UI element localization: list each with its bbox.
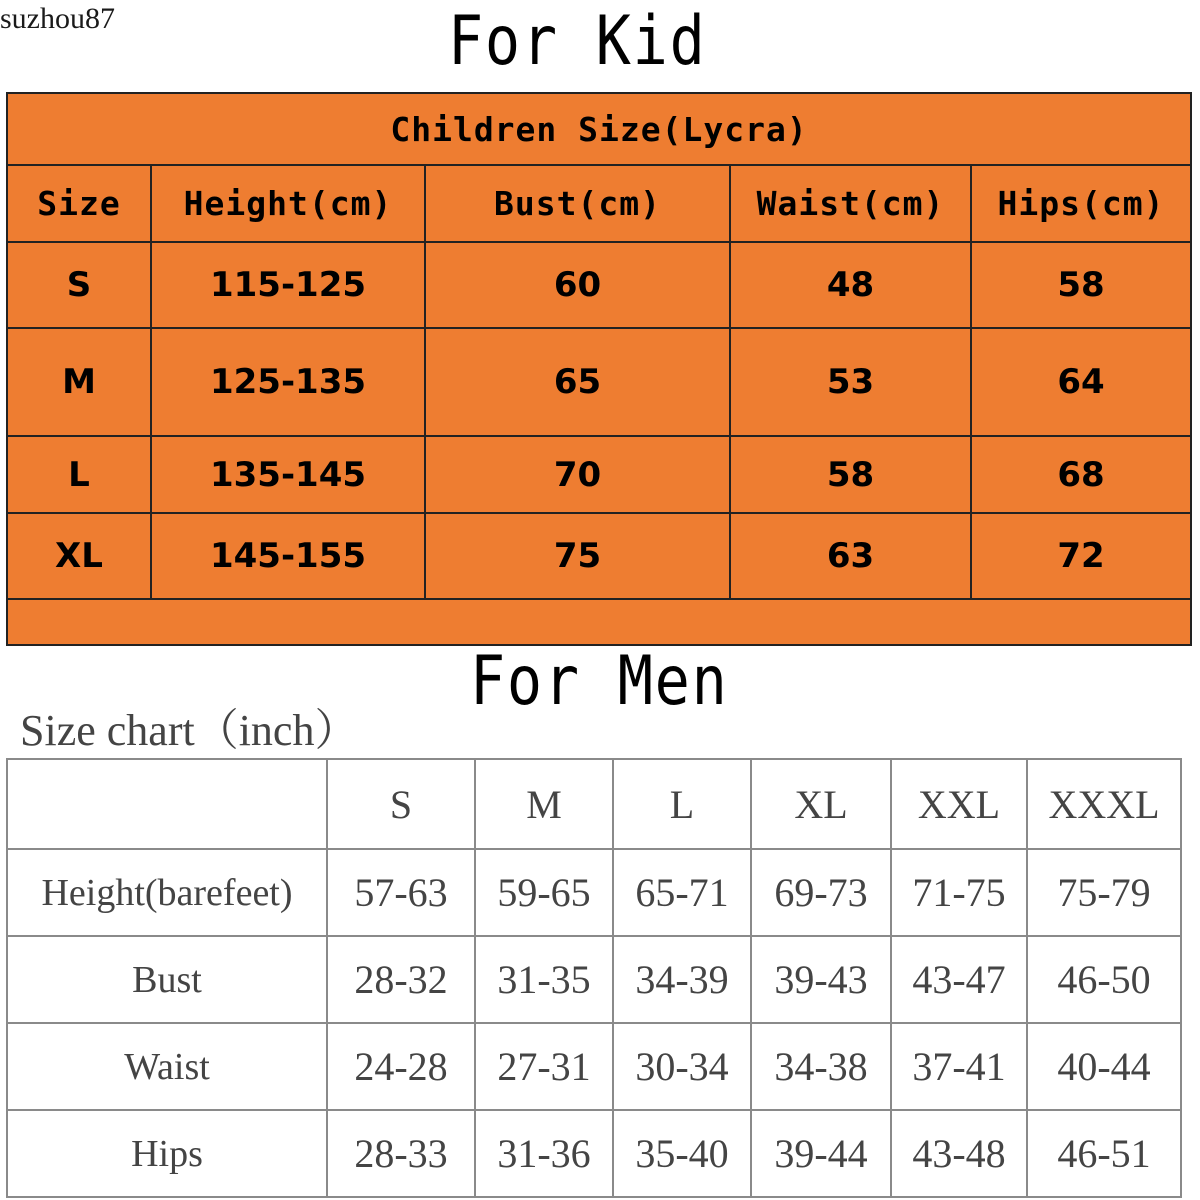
men-header-cell: XXL [891, 759, 1027, 849]
table-cell: 115-125 [151, 242, 425, 328]
table-cell: 46-50 [1027, 936, 1181, 1023]
table-cell: 65-71 [613, 849, 751, 936]
table-cell: 75 [425, 513, 730, 599]
table-cell: 39-44 [751, 1110, 891, 1197]
table-cell: 59-65 [475, 849, 613, 936]
table-cell: 64 [971, 328, 1191, 436]
table-cell: 65 [425, 328, 730, 436]
table-cell: 28-33 [327, 1110, 475, 1197]
men-header-cell: XXXL [1027, 759, 1181, 849]
table-row [7, 513, 1191, 599]
men-section-title: For Men [470, 642, 729, 721]
table-cell: 53 [730, 328, 971, 436]
table-cell: 31-35 [475, 936, 613, 1023]
table-cell: 69-73 [751, 849, 891, 936]
kid-header-cell: Bust(cm) [425, 165, 730, 242]
men-size-chart-caption: Size chart（inch） [20, 706, 359, 755]
table-cell: 135-145 [151, 436, 425, 513]
table-row [7, 1110, 1181, 1197]
table-cell: XL [7, 513, 151, 599]
kid-header-cell: Waist(cm) [730, 165, 971, 242]
kid-header-cell: Hips(cm) [971, 165, 1191, 242]
table-cell: 34-39 [613, 936, 751, 1023]
table-cell: 63 [730, 513, 971, 599]
table-cell: M [7, 328, 151, 436]
table-cell: 24-28 [327, 1023, 475, 1110]
table-cell: 43-48 [891, 1110, 1027, 1197]
kid-table-header-row [7, 165, 1191, 242]
row-label-cell: Height(barefeet) [7, 849, 327, 936]
watermark-text: suzhou87 [0, 2, 115, 35]
men-size-table [6, 758, 1182, 1198]
table-row [7, 1023, 1181, 1110]
kid-header-cell: Height(cm) [151, 165, 425, 242]
kid-table-caption: Children Size(Lycra) [7, 93, 1191, 165]
table-cell: 35-40 [613, 1110, 751, 1197]
kid-table-caption-row [7, 93, 1191, 165]
table-cell: 28-32 [327, 936, 475, 1023]
table-cell: 58 [730, 436, 971, 513]
table-row [7, 436, 1191, 513]
men-header-cell: M [475, 759, 613, 849]
table-cell: 72 [971, 513, 1191, 599]
table-cell: 27-31 [475, 1023, 613, 1110]
table-cell: 43-47 [891, 936, 1027, 1023]
table-cell: 60 [425, 242, 730, 328]
kid-section-title: For Kid [448, 2, 707, 81]
table-row [7, 242, 1191, 328]
table-cell: 39-43 [751, 936, 891, 1023]
table-cell: S [7, 242, 151, 328]
kid-table-empty-row [7, 599, 1191, 645]
table-cell: 70 [425, 436, 730, 513]
table-cell: 34-38 [751, 1023, 891, 1110]
table-cell: 30-34 [613, 1023, 751, 1110]
row-label-cell: Hips [7, 1110, 327, 1197]
table-cell: 125-135 [151, 328, 425, 436]
kid-header-cell: Size [7, 165, 151, 242]
table-row [7, 849, 1181, 936]
row-label-cell: Bust [7, 936, 327, 1023]
table-cell: 37-41 [891, 1023, 1027, 1110]
table-cell: 31-36 [475, 1110, 613, 1197]
table-cell: 58 [971, 242, 1191, 328]
table-cell: 46-51 [1027, 1110, 1181, 1197]
table-cell: 71-75 [891, 849, 1027, 936]
table-cell: 48 [730, 242, 971, 328]
men-header-cell: L [613, 759, 751, 849]
men-header-cell: XL [751, 759, 891, 849]
men-header-cell [7, 759, 327, 849]
table-cell: 40-44 [1027, 1023, 1181, 1110]
kid-size-table [6, 92, 1192, 646]
men-table-header-row [7, 759, 1181, 849]
men-header-cell: S [327, 759, 475, 849]
table-cell: 68 [971, 436, 1191, 513]
empty-cell [7, 599, 1191, 645]
table-cell: 145-155 [151, 513, 425, 599]
row-label-cell: Waist [7, 1023, 327, 1110]
table-cell: 75-79 [1027, 849, 1181, 936]
table-row [7, 936, 1181, 1023]
table-cell: L [7, 436, 151, 513]
table-row [7, 328, 1191, 436]
table-cell: 57-63 [327, 849, 475, 936]
